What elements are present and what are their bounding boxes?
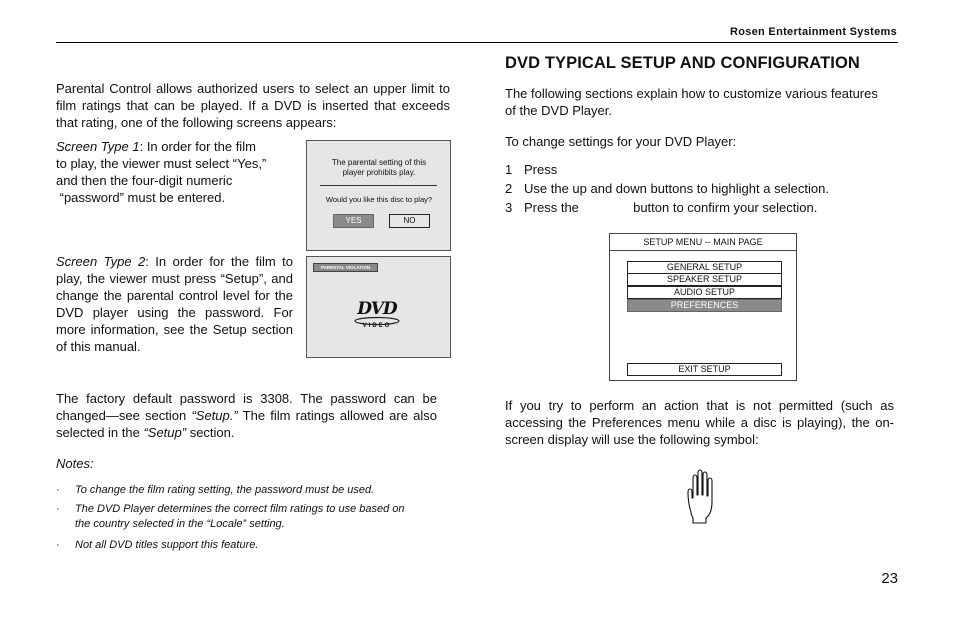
hand-prohibited-icon — [683, 468, 721, 524]
note-item — [56, 483, 436, 498]
screen-type-1-line4: “password” must be entered. — [56, 190, 226, 205]
note-text: Not all DVD titles support this feature. — [75, 539, 259, 551]
screen1-question: Would you like this disc to play? — [325, 195, 433, 204]
step-number: 1 — [505, 162, 513, 177]
screen-type-2-label: Screen Type 2 — [56, 254, 146, 269]
default-password-part1: The factory default password is 3308. The password can be changed—see section — [56, 391, 437, 423]
screen1-message: The parental setting of this player prohibits play. — [331, 158, 427, 177]
screen1-yes-button: YES — [333, 214, 374, 228]
setup-reference-1: “Setup.” — [191, 408, 238, 423]
menu-item-audio-setup: AUDIO SETUP — [627, 286, 782, 299]
default-password-part3: section. — [186, 425, 235, 440]
screen-type-1-image — [306, 140, 451, 251]
setup-intro: The following sections explain how to customize various features of the DVD Player. — [505, 86, 878, 118]
screen1-no-button: NO — [389, 214, 430, 228]
setup-reference-2: “Setup” — [143, 425, 187, 440]
dvd-logo-text: DVD — [357, 299, 397, 319]
default-password-text — [56, 390, 437, 441]
step-number: 3 — [505, 200, 513, 215]
section-title: DVD TYPICAL SETUP AND CONFIGURATION — [505, 54, 860, 72]
note-item — [56, 502, 436, 532]
header-rule — [56, 42, 898, 43]
screen-type-1-line1: : In order for the film — [139, 139, 256, 154]
change-settings-intro: To change settings for your DVD Player: — [505, 134, 737, 149]
note-bullet: · — [56, 484, 60, 496]
setup-menu-title: SETUP MENU -- MAIN PAGE — [610, 234, 796, 251]
step-item — [505, 161, 895, 180]
default-password-part2: The film ratings allowed are also selected in the — [56, 408, 437, 440]
menu-item-speaker-setup: SPEAKER SETUP — [627, 273, 782, 286]
video-logo-text: VIDEO — [362, 323, 392, 329]
parental-violation-badge: PARENTAL VIOLATION — [313, 263, 378, 272]
prohibited-action-text: If you try to perform an action that is not permitted (such as accessing the Preferences menu while a disc is playing), the on-screen display will use the following symbol: — [505, 398, 894, 447]
note-bullet: · — [56, 539, 60, 551]
page-number: 23 — [881, 570, 898, 587]
step-item — [505, 199, 895, 218]
dvd-video-logo — [347, 299, 407, 333]
setup-menu-image — [609, 233, 797, 381]
menu-item-preferences: PREFERENCES — [627, 299, 782, 312]
note-text: The DVD Player determines the correct film ratings to use based on the country selected in the “Locale” setting. — [75, 503, 405, 530]
step-text: Press — [524, 162, 558, 177]
step-text: Use the up and down buttons to highlight a selection. — [524, 181, 829, 196]
note-item — [56, 538, 436, 553]
notes-title: Notes: — [56, 456, 94, 471]
note-bullet: · — [56, 503, 60, 515]
screen-type-1-line3: and then the four-digit numeric — [56, 173, 233, 188]
menu-item-exit-setup: EXIT SETUP — [627, 363, 782, 376]
step-item — [505, 180, 895, 199]
header-brand: Rosen Entertainment Systems — [729, 26, 897, 38]
screen-type-2-image — [306, 256, 451, 358]
menu-item-general-setup: GENERAL SETUP — [627, 261, 782, 274]
screen1-divider — [320, 185, 437, 186]
step-text: Press the button to confirm your selection. — [524, 200, 818, 215]
setup-steps — [505, 161, 895, 218]
screen-type-2-body: : In order for the film to play, the viewer must press “Setup”, and change the parental control level for the DVD player using the password. For more information, see the Setup section of this manual. — [56, 254, 293, 354]
screen-type-1-line2: to play, the viewer must select “Yes,” — [56, 156, 267, 171]
screen-type-2-text — [56, 253, 293, 355]
screen-type-1-label: Screen Type 1 — [56, 139, 140, 154]
note-text: To change the film rating setting, the password must be used. — [75, 484, 375, 496]
screen-type-1-text — [56, 138, 301, 206]
parental-intro: Parental Control allows authorized users to select an upper limit to film ratings that can be played. If a DVD is inserted that exceeds that rating, one of the following screens appears: — [56, 81, 450, 130]
step-number: 2 — [505, 181, 513, 196]
